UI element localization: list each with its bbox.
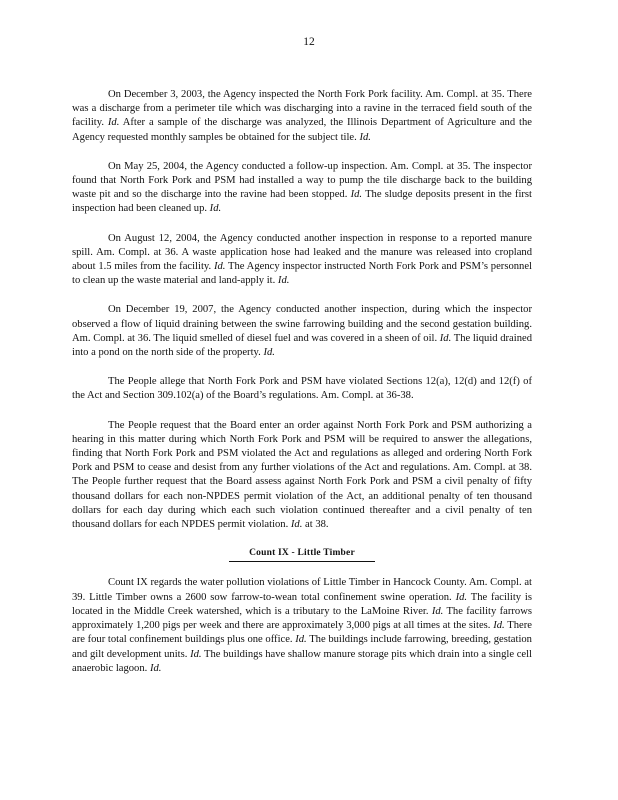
citation-id: Id. <box>277 275 290 287</box>
citation-id: Id. <box>439 332 452 344</box>
paragraph-text: at 38. <box>302 519 329 531</box>
paragraph-text: The buildings include farrowing, breeding, gestation and gilt development units. <box>72 634 532 660</box>
citation-id: Id. <box>149 662 162 674</box>
paragraph <box>72 232 532 289</box>
paragraph <box>72 375 532 403</box>
paragraph <box>72 303 532 360</box>
paragraph-text: On May 25, 2004, the Agency conducted a follow-up inspection. Am. Compl. at 35. The inspector found that North Fork Pork and PSM had installed a way to pump the tile discharge back to the building waste pit and so the discharge into the ravine had been stopped. <box>72 160 532 201</box>
citation-id: Id. <box>290 519 303 531</box>
paragraph-text: The buildings have shallow manure storage pits which drain into a single cell anaerobic lagoon. <box>72 648 532 674</box>
paragraph <box>72 88 532 145</box>
page-number: 12 <box>303 36 315 48</box>
paragraph-text: The Agency inspector instructed North Fork Pork and PSM’s personnel to clean up the waste material and land-apply it. <box>72 261 532 287</box>
citation-id: Id. <box>493 620 505 632</box>
paragraph-text: The facility is located in the Middle Creek watershed, which is a tributary to the LaMoine River. <box>72 591 532 617</box>
body-text <box>72 88 532 691</box>
paragraph <box>72 419 532 533</box>
paragraph-text: On December 3, 2003, the Agency inspected the North Fork Pork facility. Am. Compl. at 35. There was a discharge from a perimeter tile which was discharging into a ravine in the terraced field south of the facility. <box>72 89 532 129</box>
citation-id: Id. <box>431 605 444 617</box>
citation-id: Id. <box>209 203 222 215</box>
paragraph-text: On August 12, 2004, the Agency conducted another inspection in response to a reported manure spill. Am. Compl. at 36. A waste application hose had leaked and the manure was released into cropland about 1.5 miles from the facility. <box>72 232 532 273</box>
paragraph-text: The liquid drained into a pond on the north side of the property. <box>72 332 532 359</box>
paragraph <box>72 160 532 217</box>
citation-id: Id. <box>359 131 371 143</box>
citation-id: Id. <box>190 648 202 660</box>
paragraph <box>72 576 532 675</box>
paragraph-text: After a sample of the discharge was analyzed, the Illinois Department of Agriculture and the Agency requested monthly samples be obtained for the subject tile. <box>72 117 532 143</box>
section-heading-text: Count IX - Little Timber <box>229 546 375 562</box>
paragraph-text: The facility farrows approximately 1,200 pigs per week and there are approximately 3,000 pigs at all times at the sites. <box>72 605 532 632</box>
paragraph-text: Count IX regards the water pollution violations of Little Timber in Hancock County. Am. Compl. at 39. Little Timber owns a 2600 sow farrow-to-wean total confinement swine operation. <box>72 577 532 603</box>
citation-id: Id. <box>263 347 275 359</box>
paragraph-text: There are four total confinement buildings plus one office. <box>72 620 532 646</box>
paragraph-text: On December 19, 2007, the Agency conducted another inspection, during which the inspector observed a flow of liquid draining between the swine farrowing building and the second gestation building. Am. Compl. at 36. The liquid smelled of diesel fuel and was covered in a sheen of oil. <box>72 304 532 344</box>
paragraphs-before-heading <box>72 88 532 532</box>
citation-id: Id. <box>295 634 307 646</box>
citation-id: Id. <box>350 189 363 201</box>
paragraph-text: The People allege that North Fork Pork and PSM have violated Sections 12(a), 12(d) and 12(f) of the Act and Section 309.102(a) of the Board’s regulations. Am. Compl. at 36-38. <box>72 376 532 402</box>
citation-id: Id. <box>455 591 468 603</box>
paragraph-text: The sludge deposits present in the first inspection had been cleaned up. <box>72 189 532 215</box>
paragraph-text: The People request that the Board enter an order against North Fork Pork and PSM authorizing a hearing in this matter during which North Fork Pork and PSM will be required to answer the allegations, finding that North Fork Pork and PSM violated the Act and regulations as alleged and ordering North Fork Pork and PSM to cease and desist from any further violations of the Act and regulations. Am. Compl. at 38. The People further request that the Board assess against North Fork Pork and PSM a civil penalty of fifty thousand dollars for each non-NPDES permit violation of the Act, an additional penalty of ten thousand dollars for each day during which each such violation continued thereafter and a civil penalty of ten thousand dollars for each NPDES permit violation. <box>72 419 532 531</box>
citation-id: Id. <box>213 261 226 273</box>
paragraphs-after-heading <box>72 576 532 675</box>
section-heading <box>72 546 532 562</box>
citation-id: Id. <box>107 117 120 129</box>
